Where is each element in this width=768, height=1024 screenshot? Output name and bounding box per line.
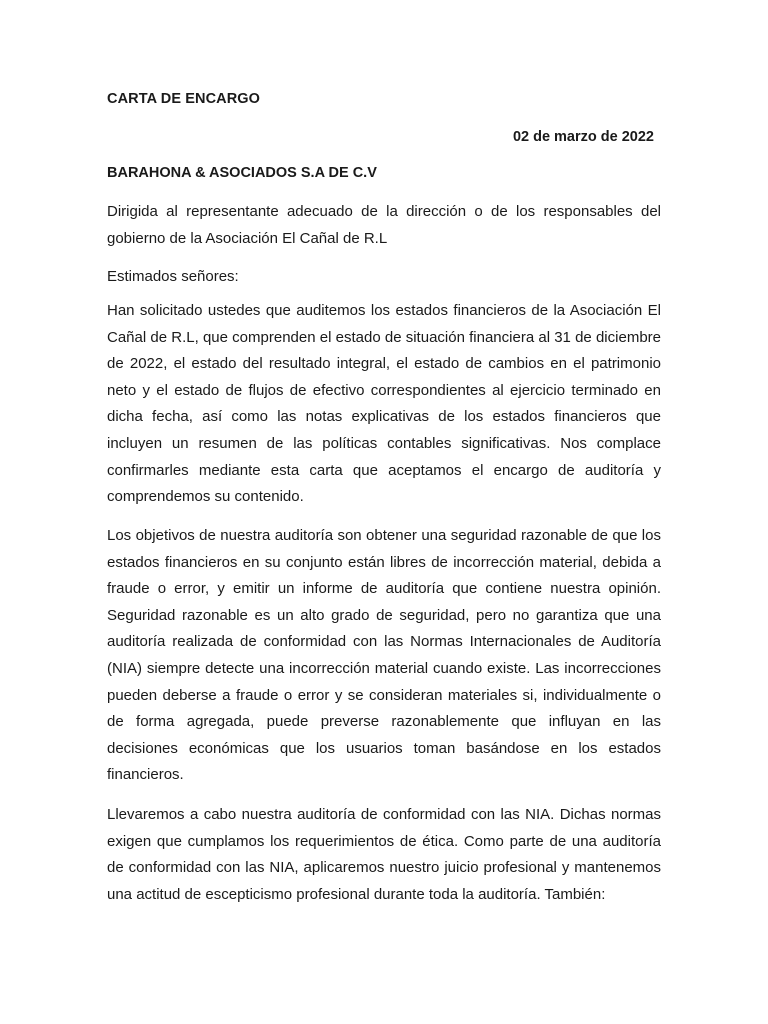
company-name: BARAHONA & ASOCIADOS S.A DE C.V [107,165,377,181]
addressee-paragraph: Dirigida al representante adecuado de la dirección o de los responsables del gobierno de la Asociación El Cañal de R.L [107,203,661,247]
body-paragraph: Han solicitado ustedes que auditemos los estados financieros de la Asociación El Cañal de R.L, que comprenden el estado de situación financiera al 31 de diciembre de 2022, el estado del resultado integral, el estado de cambios en el patrimonio neto y el estado de flujos de efectivo correspondientes al ejercicio terminado en dicha fecha, así como las notas explicativas de los estados financieros que incluyen un resumen de las políticas contables significativas. Nos complace confirmarles mediante esta carta que aceptamos el encargo de auditoría y comprendemos su contenido. [107,302,661,506]
body-paragraph: Los objetivos de nuestra auditoría son obtener una seguridad razonable de que los estados financieros en su conjunto están libres de incorrección material, debida a fraude o error, y emitir un informe de auditoría que contiene nuestra opinión. Seguridad razonable es un alto grado de seguridad, pero no garantiza que una auditoría realizada de conformidad con las Normas Internacionales de Auditoría (NIA) siempre detecte una incorrección material cuando existe. Las incorrecciones pueden deberse a fraude o error y se consideran materiales si, individualmente o de forma agregada, puede preverse razonablemente que influyan en las decisiones económicas que los usuarios toman basándose en los estados financieros. [107,527,661,784]
document-date: 02 de marzo de 2022 [512,129,654,145]
document-title: CARTA DE ENCARGO [107,91,261,107]
greeting: Estimados señores: [107,268,239,285]
body-paragraph: Llevaremos a cabo nuestra auditoría de conformidad con las NIA. Dichas normas exigen que cumplamos los requerimientos de ética. Como parte de una auditoría de conformidad con las NIA, aplicaremos nuestro juicio profesional y mantenemos una actitud de escepticismo profesional durante toda la auditoría. También: [107,806,661,903]
